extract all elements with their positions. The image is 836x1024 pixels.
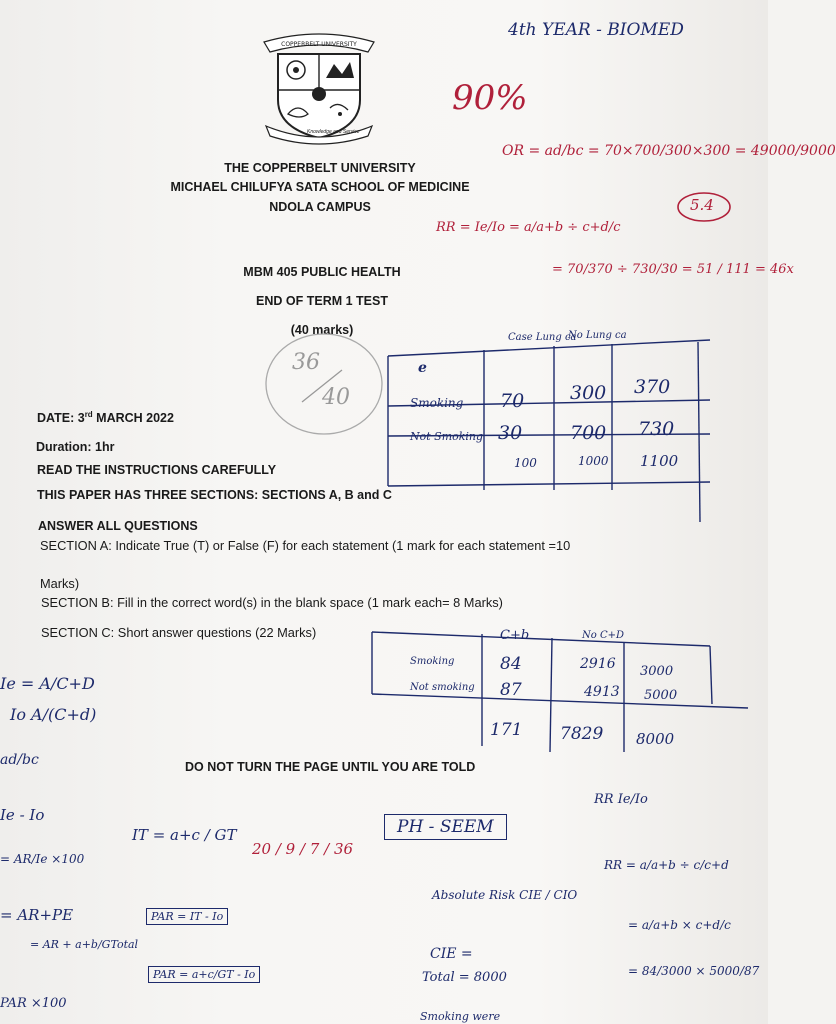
instruction-read: READ THE INSTRUCTIONS CAREFULLY bbox=[37, 463, 277, 477]
t1-header-case: Case Lung ca bbox=[508, 332, 577, 343]
par-last-note: PAR ×100 bbox=[0, 996, 67, 1011]
instruction-answer: ANSWER ALL QUESTIONS bbox=[38, 519, 198, 533]
it-formula: IT = a+c / GT bbox=[132, 826, 237, 844]
t1-row2-total: 730 bbox=[638, 418, 675, 440]
rr-bottom-note: RR = a/a+b ÷ c/c+d bbox=[604, 858, 729, 872]
logo-motto: Knowledge and Service bbox=[307, 129, 360, 135]
t1-total-b: 1000 bbox=[578, 454, 609, 468]
or-result-circle-icon bbox=[676, 190, 732, 224]
total-marks: (40 marks) bbox=[290, 323, 354, 337]
attr-risk-note: Absolute Risk CIE / CIO bbox=[432, 888, 578, 902]
relative-risk-calc: = 70/370 ÷ 730/30 = 51 / 111 = 46x bbox=[552, 262, 794, 277]
course-title: MBM 405 PUBLIC HEALTH bbox=[243, 265, 401, 279]
score-top: 36 bbox=[292, 350, 320, 375]
t2-total-all: 8000 bbox=[636, 730, 675, 748]
t2-total-b: 7829 bbox=[560, 724, 604, 744]
io-formula: Io A/(C+d) bbox=[10, 705, 97, 724]
t1-corner: e bbox=[418, 360, 427, 376]
t2-total-a: 171 bbox=[490, 720, 523, 740]
t2-row1-b: 2916 bbox=[580, 656, 616, 672]
t1-row1-b: 300 bbox=[570, 382, 607, 404]
t1-row2-a: 30 bbox=[498, 422, 523, 444]
campus-name: NDOLA CAMPUS bbox=[269, 200, 371, 214]
section-a-cont: Marks) bbox=[40, 576, 80, 591]
t2-row2-b: 4913 bbox=[584, 684, 620, 700]
pe-note: = AR+PE bbox=[0, 906, 74, 924]
calc-2-note: = 84/3000 × 5000/87 bbox=[628, 964, 760, 978]
score-circle-icon bbox=[262, 330, 386, 438]
university-name: THE COPPERBELT UNIVERSITY bbox=[224, 161, 416, 175]
t2-header-case: C+b bbox=[500, 628, 530, 643]
t1-header-nocase: No Lung ca bbox=[568, 330, 627, 341]
svg-text:COPPERBELT UNIVERSITY: COPPERBELT UNIVERSITY bbox=[281, 41, 357, 48]
t1-row1-a: 70 bbox=[500, 390, 525, 412]
score-bottom: 40 bbox=[322, 385, 350, 410]
grade-percent: 90% bbox=[452, 78, 528, 118]
calc-1-note: = a/a+b × c+d/c bbox=[628, 918, 731, 932]
t2-row1-a: 84 bbox=[500, 654, 522, 674]
odds-ratio-result: 5.4 bbox=[690, 196, 714, 214]
relative-risk-note: RR = Ie/Io = a/a+b ÷ c+d/c bbox=[436, 220, 621, 235]
t1-row1-label: Smoking bbox=[410, 396, 464, 410]
side-scores: 20 / 9 / 7 / 36 bbox=[252, 840, 354, 858]
t1-row1-total: 370 bbox=[634, 376, 671, 398]
par-boxed: PAR = IT - Io bbox=[146, 908, 228, 925]
exam-date: DATE: 3rd MARCH 2022 bbox=[37, 410, 174, 426]
smoking-bottom-note: Smoking were bbox=[420, 1010, 501, 1023]
rr-ie-io-note: RR Ie/Io bbox=[594, 792, 648, 807]
t2-row1-total: 3000 bbox=[640, 664, 674, 679]
ph-seem-box: PH - SEEM bbox=[384, 814, 507, 840]
section-c-desc: SECTION C: Short answer questions (22 Marks) bbox=[41, 625, 317, 640]
t2-row2-a: 87 bbox=[500, 680, 522, 700]
t1-row2-label: Not Smoking bbox=[410, 430, 484, 443]
t2-row2-total: 5000 bbox=[644, 688, 678, 703]
section-b-desc: SECTION B: Fill in the correct word(s) in the blank space (1 mark each= 8 Marks) bbox=[41, 595, 503, 610]
ie-formula: Ie = A/C+D bbox=[0, 674, 95, 693]
par-boxed-2: PAR = a+c/GT - Io bbox=[148, 966, 260, 983]
t1-total-a: 100 bbox=[514, 456, 537, 470]
cie-note: CIE = bbox=[430, 946, 473, 962]
ar-note: = AR/Ie ×100 bbox=[0, 852, 85, 866]
do-not-turn-notice: DO NOT TURN THE PAGE UNTIL YOU ARE TOLD bbox=[185, 760, 476, 774]
t2-row1-label: Smoking bbox=[410, 656, 455, 667]
t1-total-all: 1100 bbox=[640, 452, 679, 470]
exam-duration: Duration: 1hr bbox=[36, 440, 115, 454]
year-note: 4th YEAR - BIOMED bbox=[508, 20, 684, 40]
odds-ratio-note: OR = ad/bc = 70×700/300×300 = 49000/9000 bbox=[502, 143, 836, 159]
section-a-desc: SECTION A: Indicate True (T) or False (F) for each statement (1 mark for each statement =10 bbox=[40, 538, 571, 553]
test-title: END OF TERM 1 TEST bbox=[256, 294, 388, 308]
ad-bc-note: ad/bc bbox=[0, 752, 39, 768]
t1-row2-b: 700 bbox=[570, 422, 607, 444]
instruction-sections: THIS PAPER HAS THREE SECTIONS: SECTIONS A, B and C bbox=[37, 488, 392, 502]
t2-header-nocase: No C+D bbox=[582, 630, 624, 641]
ie-io-note: Ie - Io bbox=[0, 806, 45, 824]
school-name: MICHAEL CHILUFYA SATA SCHOOL OF MEDICINE bbox=[170, 180, 470, 194]
par-note-2: = AR + a+b/GTotal bbox=[30, 938, 139, 951]
t2-row2-label: Not smoking bbox=[410, 682, 475, 693]
total-note: Total = 8000 bbox=[422, 970, 507, 985]
